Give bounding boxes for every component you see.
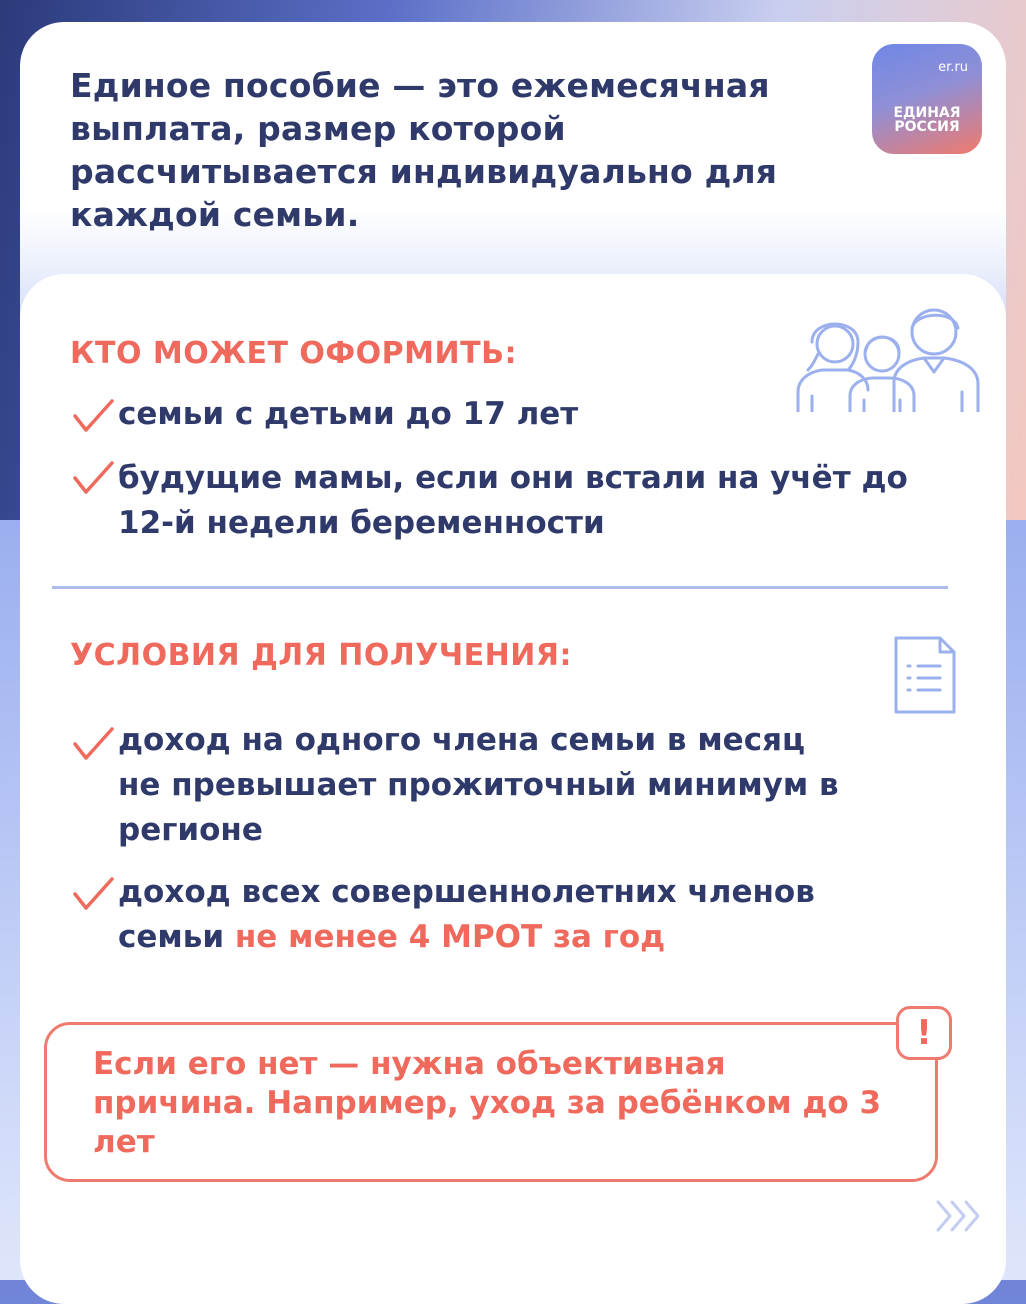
info-card [20, 274, 1006, 1304]
logo-brand: ЕДИНАЯ РОССИЯ [893, 105, 961, 135]
who-heading: КТО МОЖЕТ ОФОРМИТЬ: [70, 336, 517, 371]
conditions-item-2-accent: не менее 4 МРОТ за год [234, 919, 666, 955]
conditions-item-1: доход на одного члена семьи в месяц не превышает прожиточный минимум в регионе [118, 722, 839, 848]
note-text: Если его нет — нужна объективная причина. Например, уход за ребёнком до 3 лет [93, 1046, 882, 1160]
checkmark-icon [72, 460, 114, 496]
intro-text: Единое пособие — это ежемесячная выплата, размер которой рассчитывается индивидуально для каждой семьи. [70, 66, 778, 234]
alert-icon: ! [896, 1006, 952, 1060]
party-logo[interactable] [872, 44, 982, 154]
who-item-1: семьи с детьми до 17 лет [118, 396, 579, 432]
conditions-item-2: доход всех совершеннолетних членов семьи не менее 4 МРОТ за год [118, 874, 815, 955]
document-icon [892, 634, 958, 716]
conditions-heading: УСЛОВИЯ ДЛЯ ПОЛУЧЕНИЯ: [70, 638, 572, 673]
checkmark-icon [72, 876, 114, 912]
next-arrows-icon[interactable] [932, 1196, 982, 1236]
section-divider [52, 586, 948, 589]
logo-url: er.ru [938, 60, 968, 75]
who-item-2: будущие мамы, если они встали на учёт до 12-й недели беременности [118, 460, 908, 541]
note-box [44, 1022, 938, 1182]
checkmark-icon [72, 398, 114, 434]
checkmark-icon [72, 726, 114, 762]
